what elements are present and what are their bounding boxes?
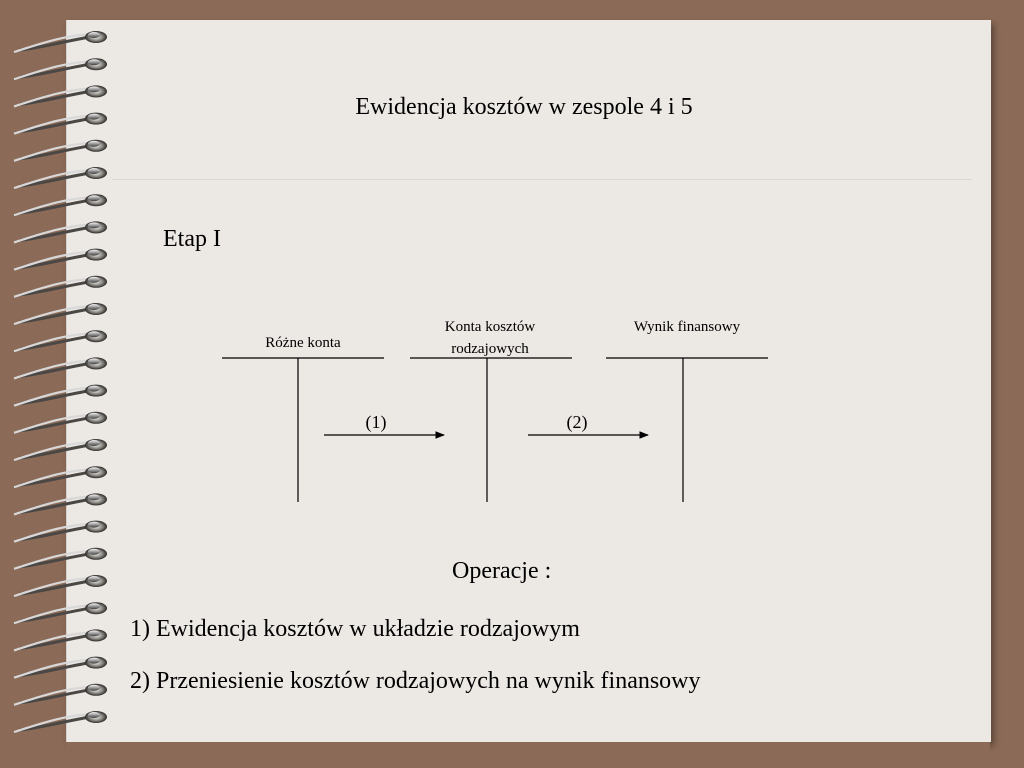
spiral-ring-icon	[14, 58, 107, 79]
spiral-ring-icon	[14, 439, 107, 460]
spiral-ring-icon	[14, 684, 107, 705]
spiral-ring-icon	[14, 249, 107, 270]
operation-label-1: (1)	[365, 412, 387, 432]
spiral-binding-icon	[0, 26, 115, 746]
slide-bottom-strip	[66, 742, 990, 768]
spiral-ring-icon	[14, 711, 107, 732]
operations-heading: Operacje :	[452, 558, 552, 584]
account-title-cost-accounts: Konta kosztów rodzajowych	[444, 319, 536, 357]
spiral-ring-icon	[14, 330, 107, 351]
spiral-ring-icon	[14, 167, 107, 188]
account-title-financial-result: Wynik finansowy	[633, 319, 741, 335]
spiral-ring-icon	[14, 113, 107, 134]
spiral-ring-icon	[14, 629, 107, 650]
spiral-ring-icon	[14, 385, 107, 406]
spiral-ring-icon	[14, 31, 107, 52]
spiral-ring-icon	[14, 194, 107, 215]
spiral-ring-icon	[14, 412, 107, 433]
spiral-ring-icon	[14, 521, 107, 542]
operations-item-2: 2) Przeniesienie kosztów rodzajowych na wynik finansowy	[130, 668, 701, 694]
spiral-ring-icon	[14, 221, 107, 242]
operations-item-1: 1) Ewidencja kosztów w układzie rodzajowym	[130, 616, 580, 642]
account-title-various: Różne konta	[265, 335, 341, 351]
spiral-ring-icon	[14, 548, 107, 569]
spiral-ring-icon	[14, 85, 107, 106]
operation-label-2: (2)	[566, 412, 588, 432]
spiral-ring-icon	[14, 602, 107, 623]
slide-title: Ewidencja kosztów w zespole 4 i 5	[355, 94, 693, 120]
spiral-ring-icon	[14, 575, 107, 596]
spiral-ring-icon	[14, 493, 107, 514]
spiral-ring-icon	[14, 466, 107, 487]
spiral-ring-icon	[14, 357, 107, 378]
spiral-ring-icon	[14, 140, 107, 161]
spiral-ring-icon	[14, 657, 107, 678]
stage-label: Etap I	[163, 226, 221, 252]
title-divider	[112, 179, 972, 180]
spiral-ring-icon	[14, 276, 107, 297]
spiral-ring-icon	[14, 303, 107, 324]
